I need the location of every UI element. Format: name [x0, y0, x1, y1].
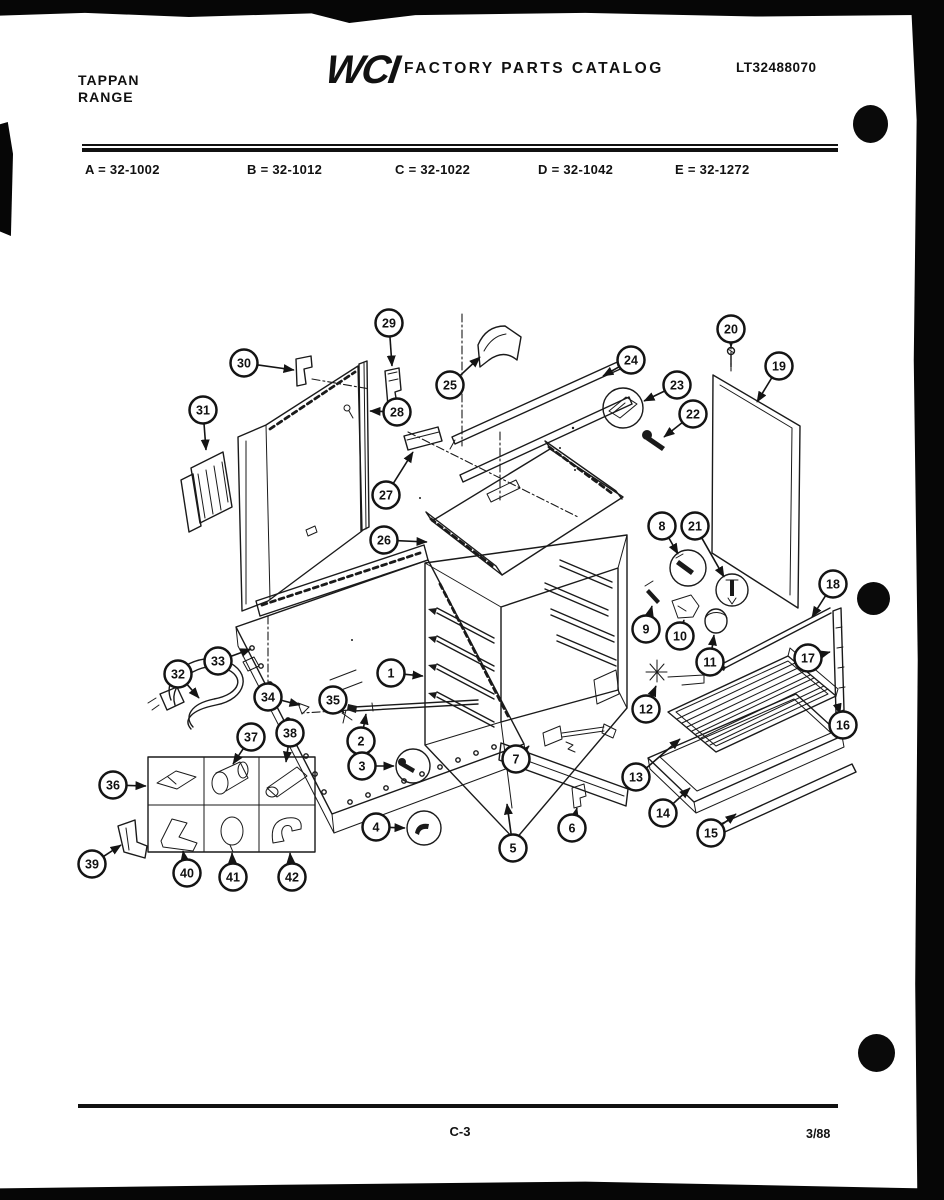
callout-31 [190, 397, 217, 451]
callout-7 [503, 746, 530, 773]
wci-logo: WCI [322, 48, 401, 92]
page-number: C-3 [449, 1124, 471, 1139]
callout-42 [279, 853, 306, 891]
callout-39 [79, 845, 122, 878]
callout-22 [664, 401, 707, 438]
svg-text:7: 7 [512, 752, 520, 767]
svg-text:2: 2 [357, 734, 365, 749]
callout-29 [376, 310, 403, 367]
svg-text:21: 21 [688, 519, 702, 534]
svg-text:36: 36 [106, 778, 120, 793]
model-code-a: A = 32-1002 [85, 162, 160, 177]
callout-24 [603, 347, 645, 377]
svg-text:15: 15 [704, 826, 718, 841]
callout-8 [649, 513, 679, 555]
fastener-bubbles [396, 388, 748, 845]
callout-5 [500, 804, 527, 862]
callout-37 [233, 724, 265, 765]
svg-text:17: 17 [801, 651, 815, 666]
svg-text:19: 19 [772, 359, 786, 374]
svg-text:16: 16 [836, 718, 850, 733]
footer-rule [78, 1104, 838, 1108]
callout-36 [100, 772, 147, 799]
callout-20 [718, 316, 745, 348]
svg-text:30: 30 [237, 356, 251, 371]
callout-3 [349, 753, 395, 780]
callout-12 [633, 686, 660, 723]
model-code-c: C = 32-1022 [395, 162, 471, 177]
svg-text:33: 33 [211, 654, 225, 669]
callout-27 [373, 452, 414, 509]
document-number: LT32488070 [736, 60, 817, 75]
svg-text:28: 28 [390, 405, 404, 420]
svg-text:18: 18 [826, 577, 840, 592]
callout-28 [370, 399, 411, 426]
callout-17 [795, 645, 831, 672]
bracket-39 [118, 820, 147, 858]
svg-text:22: 22 [686, 407, 700, 422]
callout-38 [277, 720, 304, 763]
callout-23 [644, 372, 691, 402]
svg-text:5: 5 [509, 841, 517, 856]
revision-date: 3/88 [806, 1127, 831, 1141]
svg-text:12: 12 [639, 702, 653, 717]
svg-text:24: 24 [624, 353, 638, 368]
callout-40 [174, 851, 201, 887]
svg-text:39: 39 [85, 857, 99, 872]
right-side-panel [712, 348, 800, 609]
vent-grille [181, 452, 232, 532]
callout-34 [255, 684, 301, 711]
left-side-panel [238, 361, 369, 611]
svg-text:1: 1 [387, 666, 395, 681]
callout-26 [371, 527, 428, 554]
svg-text:35: 35 [326, 693, 340, 708]
svg-text:32: 32 [171, 667, 185, 682]
svg-text:42: 42 [285, 870, 299, 885]
svg-text:25: 25 [443, 378, 457, 393]
callout-4 [363, 814, 406, 841]
main-top-panel [426, 441, 623, 575]
svg-text:11: 11 [703, 655, 717, 670]
svg-text:40: 40 [180, 866, 194, 881]
svg-text:10: 10 [673, 629, 687, 644]
svg-text:6: 6 [568, 821, 576, 836]
svg-text:27: 27 [379, 488, 393, 503]
model-code-e: E = 32-1272 [675, 162, 750, 177]
svg-text:23: 23 [670, 378, 684, 393]
callout-10 [667, 620, 694, 650]
svg-text:34: 34 [261, 690, 275, 705]
callout-1 [378, 660, 424, 687]
model-code-b: B = 32-1012 [247, 162, 323, 177]
svg-text:37: 37 [244, 730, 258, 745]
svg-text:4: 4 [372, 820, 380, 835]
callout-19 [757, 353, 793, 403]
svg-text:13: 13 [629, 770, 643, 785]
callout-35 [320, 687, 347, 714]
svg-text:8: 8 [658, 519, 666, 534]
backguard-rails [450, 354, 632, 482]
callout-11 [697, 635, 724, 676]
svg-text:14: 14 [656, 806, 670, 821]
brand-line1: TAPPAN [78, 72, 140, 88]
svg-text:9: 9 [642, 622, 650, 637]
callout-9 [633, 606, 660, 643]
callout-6 [559, 808, 586, 842]
model-code-d: D = 32-1042 [538, 162, 614, 177]
callout-25 [437, 357, 481, 399]
callout-30 [231, 350, 295, 377]
callout-16 [830, 711, 857, 738]
callout-41 [220, 853, 247, 891]
catalog-title: FACTORY PARTS CATALOG [404, 60, 664, 77]
clip-30 [296, 356, 312, 386]
svg-text:31: 31 [196, 403, 210, 418]
svg-text:41: 41 [226, 870, 240, 885]
svg-text:29: 29 [382, 316, 396, 331]
svg-text:26: 26 [377, 533, 391, 548]
small-parts-grid [148, 757, 315, 852]
hood-25 [478, 326, 521, 367]
callout-14 [650, 788, 691, 827]
oven-body [425, 535, 628, 840]
brand-line2: RANGE [78, 89, 134, 105]
callout-13 [623, 739, 681, 791]
svg-text:3: 3 [358, 759, 366, 774]
svg-text:20: 20 [724, 322, 738, 337]
svg-text:38: 38 [283, 726, 297, 741]
